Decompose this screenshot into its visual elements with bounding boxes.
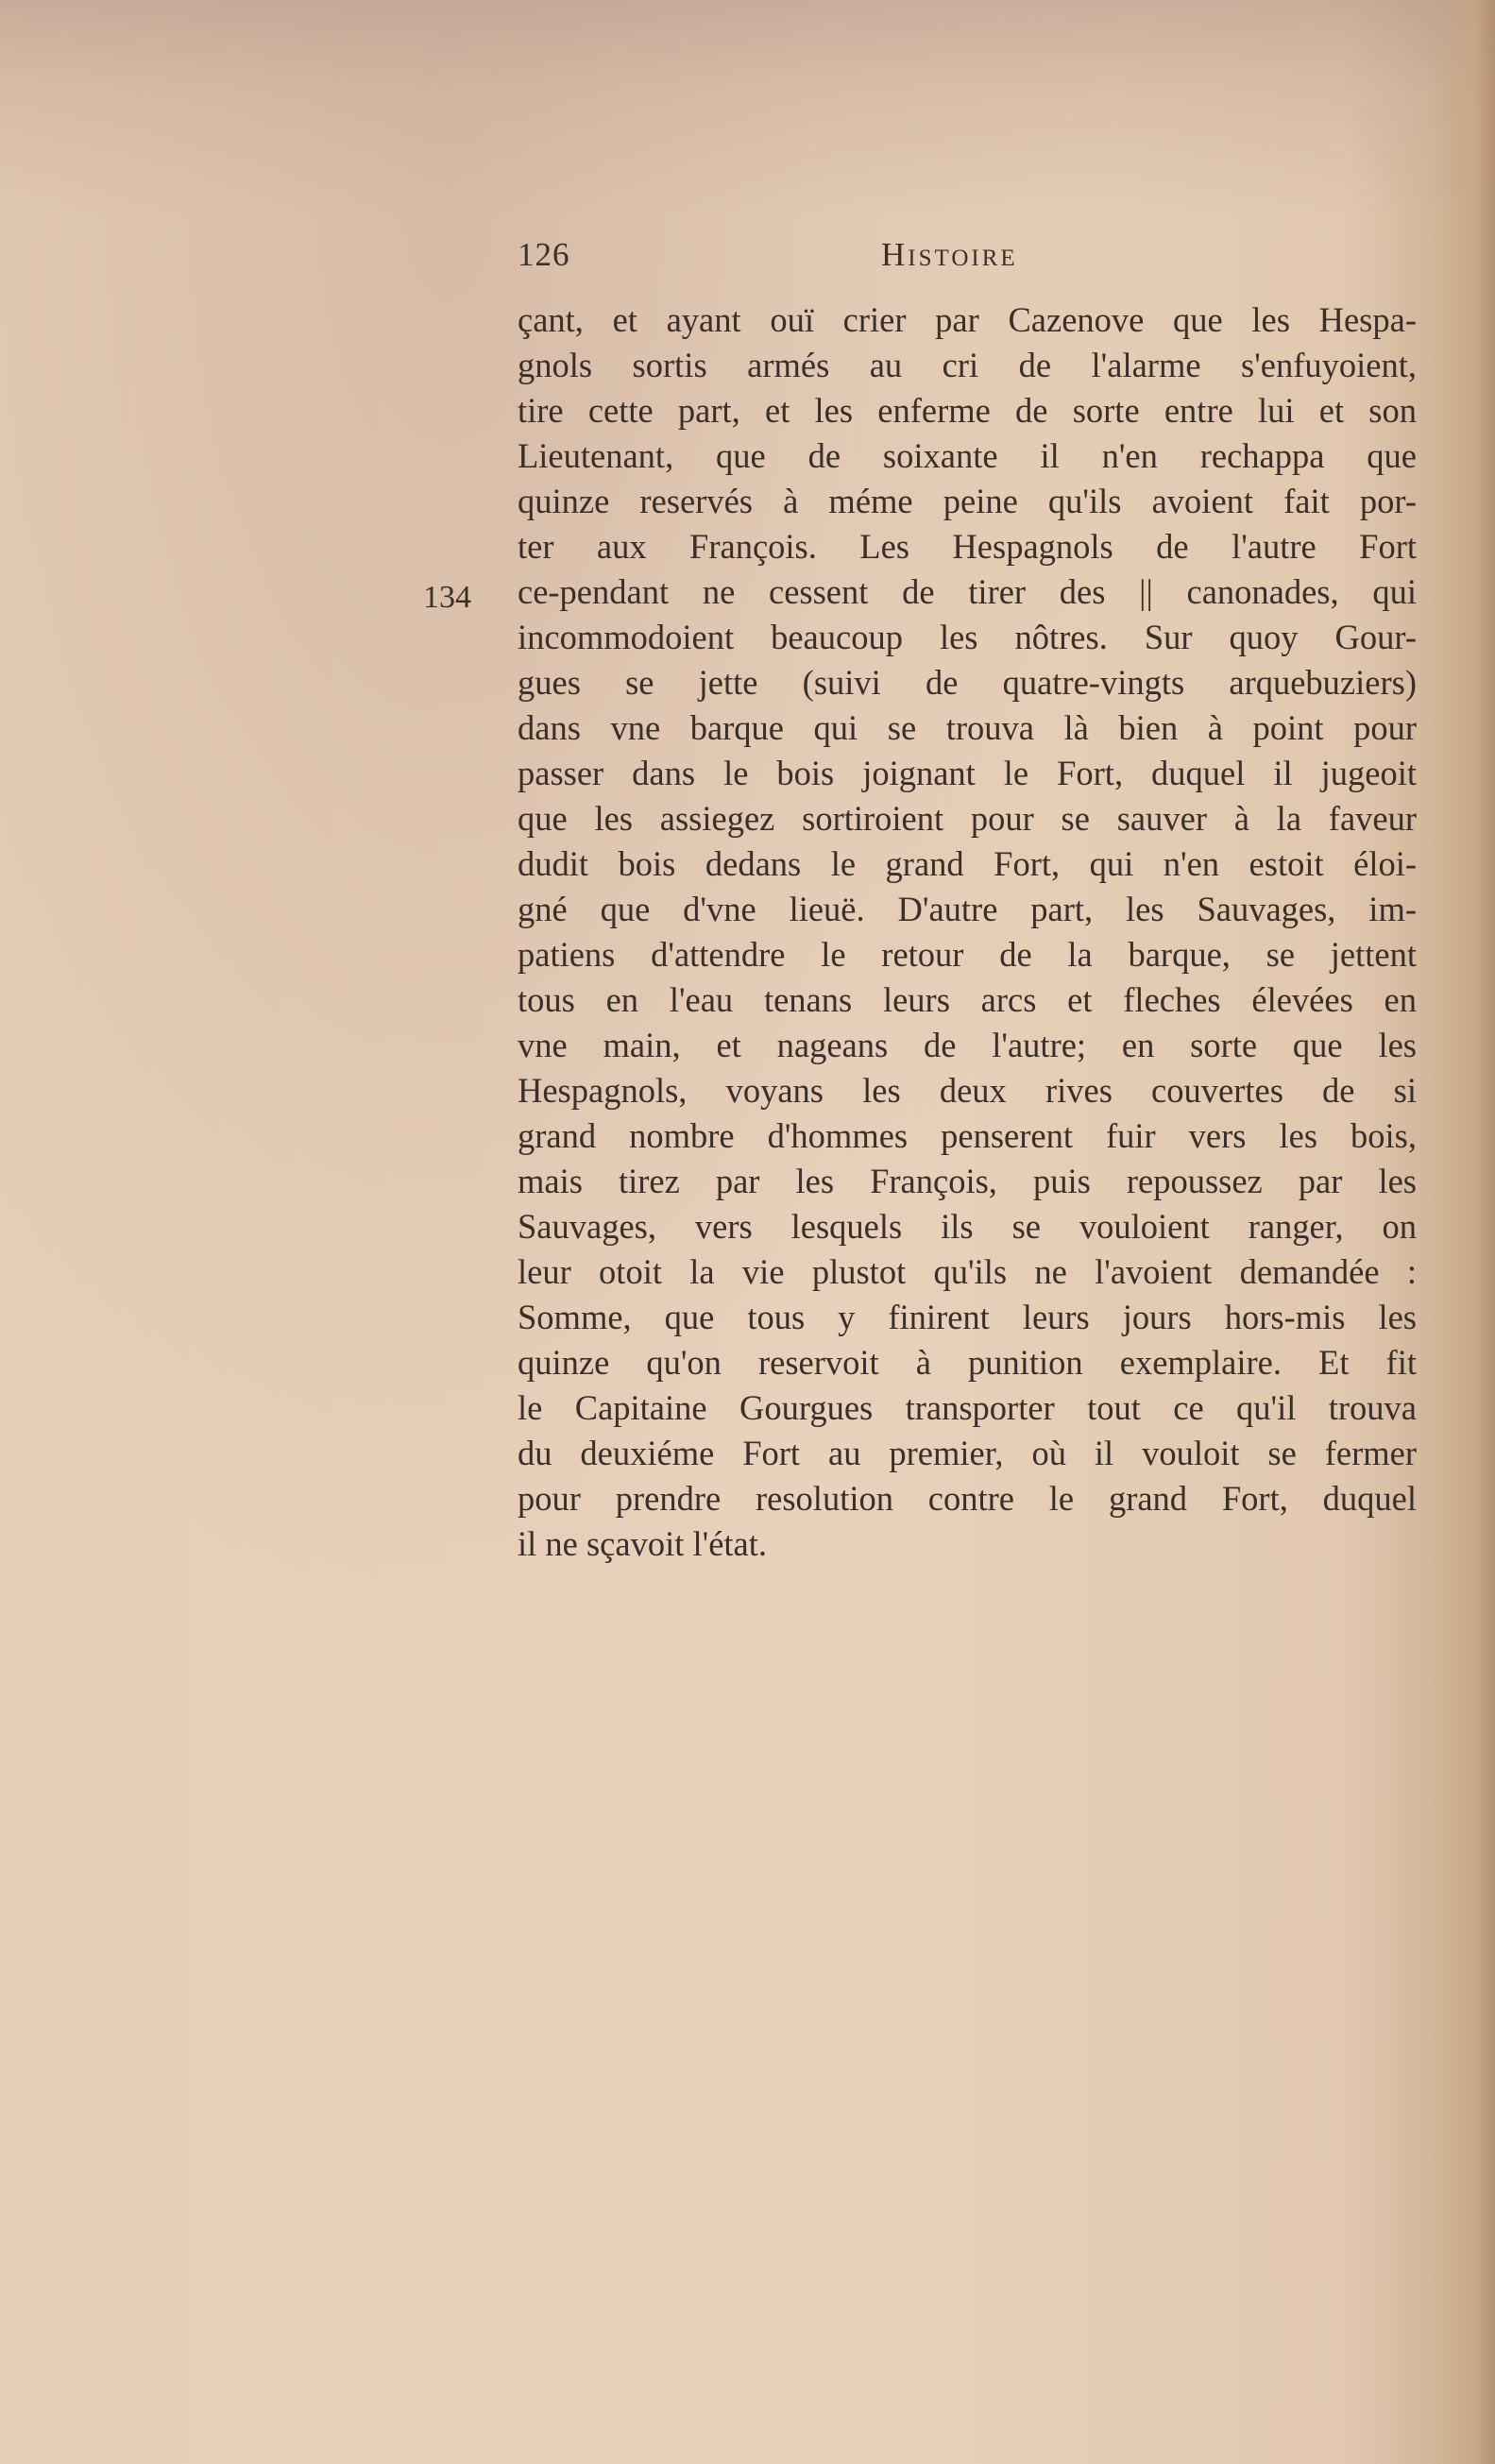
text-line: gnols sortis armés au cri de l'alarme s'enfuyoient,	[518, 346, 1417, 384]
text-line: que les assiegez sortiroient pour se sauver à la faveur	[518, 799, 1417, 838]
running-head	[518, 236, 1434, 283]
text-line: passer dans le bois joignant le Fort, duquel il jugeoit	[518, 754, 1417, 792]
text-line: Sauvages, vers lesquels ils se vouloient ranger, on	[518, 1207, 1417, 1246]
text-line: quinze qu'on reservoit à punition exemplaire. Et fit	[518, 1343, 1417, 1382]
text-line: mais tirez par les François, puis repoussez par les	[518, 1162, 1417, 1200]
body-text	[518, 297, 1417, 1567]
text-line: incommodoient beaucoup les nôtres. Sur quoy Gour-	[518, 618, 1417, 656]
margin-page-reference: 134	[423, 580, 471, 615]
text-line: patiens d'attendre le retour de la barque, se jettent	[518, 935, 1417, 974]
text-line: ter aux François. Les Hespagnols de l'autre Fort	[518, 527, 1417, 566]
text-line: vne main, et nageans de l'autre; en sorte que les	[518, 1026, 1417, 1064]
text-line: gné que d'vne lieuë. D'autre part, les Sauvages, im-	[518, 890, 1417, 928]
text-line: le Capitaine Gourgues transporter tout ce qu'il trouva	[518, 1388, 1417, 1427]
text-line: tous en l'eau tenans leurs arcs et fleches élevées en	[518, 980, 1417, 1019]
page-edge-shadow	[1429, 0, 1495, 2464]
text-line: dans vne barque qui se trouva là bien à point pour	[518, 708, 1417, 747]
page-number: 126	[518, 236, 570, 273]
text-line: gues se jette (suivi de quatre-vingts arquebuziers)	[518, 663, 1417, 702]
text-line: Somme, que tous y finirent leurs jours hors-mis les	[518, 1298, 1417, 1336]
text-line: du deuxiéme Fort au premier, où il vouloit se fermer	[518, 1434, 1417, 1472]
text-line-last: il ne sçavoit l'état.	[518, 1524, 768, 1563]
text-line: ce-pendant ne cessent de tirer des || canonades, qui	[518, 572, 1417, 611]
running-title: Histoire	[881, 236, 1018, 273]
text-line: grand nombre d'hommes penserent fuir vers les bois,	[518, 1116, 1417, 1155]
text-line: Lieutenant, que de soixante il n'en rechappa que	[518, 436, 1417, 475]
text-line: çant, et ayant ouï crier par Cazenove que les Hespa-	[518, 300, 1417, 339]
text-line: tire cette part, et les enferme de sorte entre lui et son	[518, 391, 1417, 430]
text-line: Hespagnols, voyans les deux rives couvertes de si	[518, 1071, 1417, 1110]
text-line: dudit bois dedans le grand Fort, qui n'en estoit éloi-	[518, 844, 1417, 883]
text-line: pour prendre resolution contre le grand Fort, duquel	[518, 1479, 1417, 1518]
page-stain	[0, 0, 1495, 217]
text-line: quinze reservés à méme peine qu'ils avoient fait por-	[518, 482, 1417, 520]
text-line: leur otoit la vie plustot qu'ils ne l'avoient demandée :	[518, 1252, 1417, 1291]
